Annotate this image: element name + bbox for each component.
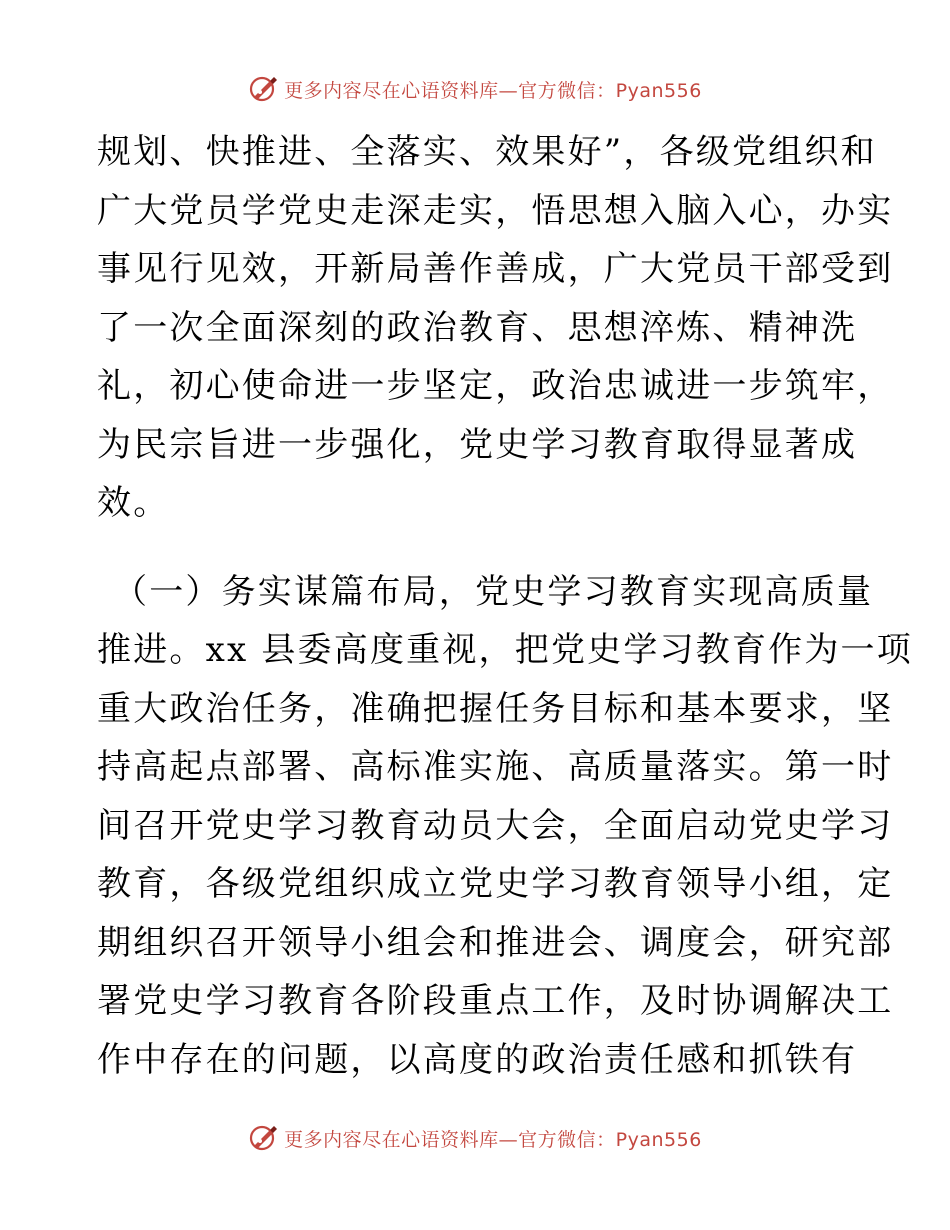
- text-line: 间召开党史学习教育动员大会，全面启动党史学习: [97, 805, 894, 846]
- text-line: 事见行见效，开新局善作善成，广大党员干部受到: [97, 249, 894, 289]
- footer-watermark: [0, 1121, 950, 1155]
- watermark-text: [284, 76, 702, 103]
- text-line: 为民宗旨进一步强化，党史学习教育取得显著成: [97, 424, 858, 465]
- text-line: 广大党员学党史走深走实，悟思想入脑入心，办实: [97, 190, 894, 231]
- watermark-main: 更多内容尽在心语资料库: [284, 1128, 499, 1151]
- paragraph-1: [97, 123, 894, 533]
- text-line: 教育，各级党组织成立党史学习教育领导小组，定: [97, 864, 894, 904]
- text-line: 规划、快推进、全落实、效果好”，各级党组织和: [97, 132, 877, 172]
- watermark-wechat: 官方微信：Pyan556: [518, 1128, 702, 1151]
- text-line: 推进。xx 县委高度重视，把党史学习教育作为一项: [97, 630, 913, 670]
- document-body: [97, 123, 913, 1089]
- watermark-dash: —: [498, 79, 519, 102]
- watermark-wechat: 官方微信：Pyan556: [518, 79, 702, 102]
- paragraph-2: [97, 563, 913, 1090]
- watermark-dash: —: [498, 1128, 519, 1151]
- watermark-text: [284, 1125, 702, 1152]
- paragraph-gap: [97, 533, 867, 563]
- text-line: 持高起点部署、高标准实施、高质量落实。第一时: [97, 747, 894, 787]
- header-watermark: [0, 72, 950, 106]
- text-line: 效。: [97, 483, 170, 523]
- text-line: 署党史学习教育各阶段重点工作，及时协调解决工: [97, 981, 894, 1021]
- text-line: 期组织召开领导小组会和推进会、调度会，研究部: [97, 922, 894, 963]
- watermark-main: 更多内容尽在心语资料库: [284, 79, 499, 102]
- text-line: 重大政治任务，准确把握任务目标和基本要求，坚: [97, 688, 894, 729]
- pen-logo-icon: [248, 74, 278, 104]
- section-heading-line: （一）务实谋篇布局，党史学习教育实现高质量: [113, 571, 874, 612]
- text-line: 了一次全面深刻的政治教育、思想淬炼、精神洗: [97, 307, 858, 348]
- pen-logo-icon: [248, 1123, 278, 1153]
- text-line: 作中存在的问题，以高度的政治责任感和抓铁有: [97, 1039, 858, 1080]
- text-line: 礼，初心使命进一步坚定，政治忠诚进一步筑牢，: [97, 366, 894, 406]
